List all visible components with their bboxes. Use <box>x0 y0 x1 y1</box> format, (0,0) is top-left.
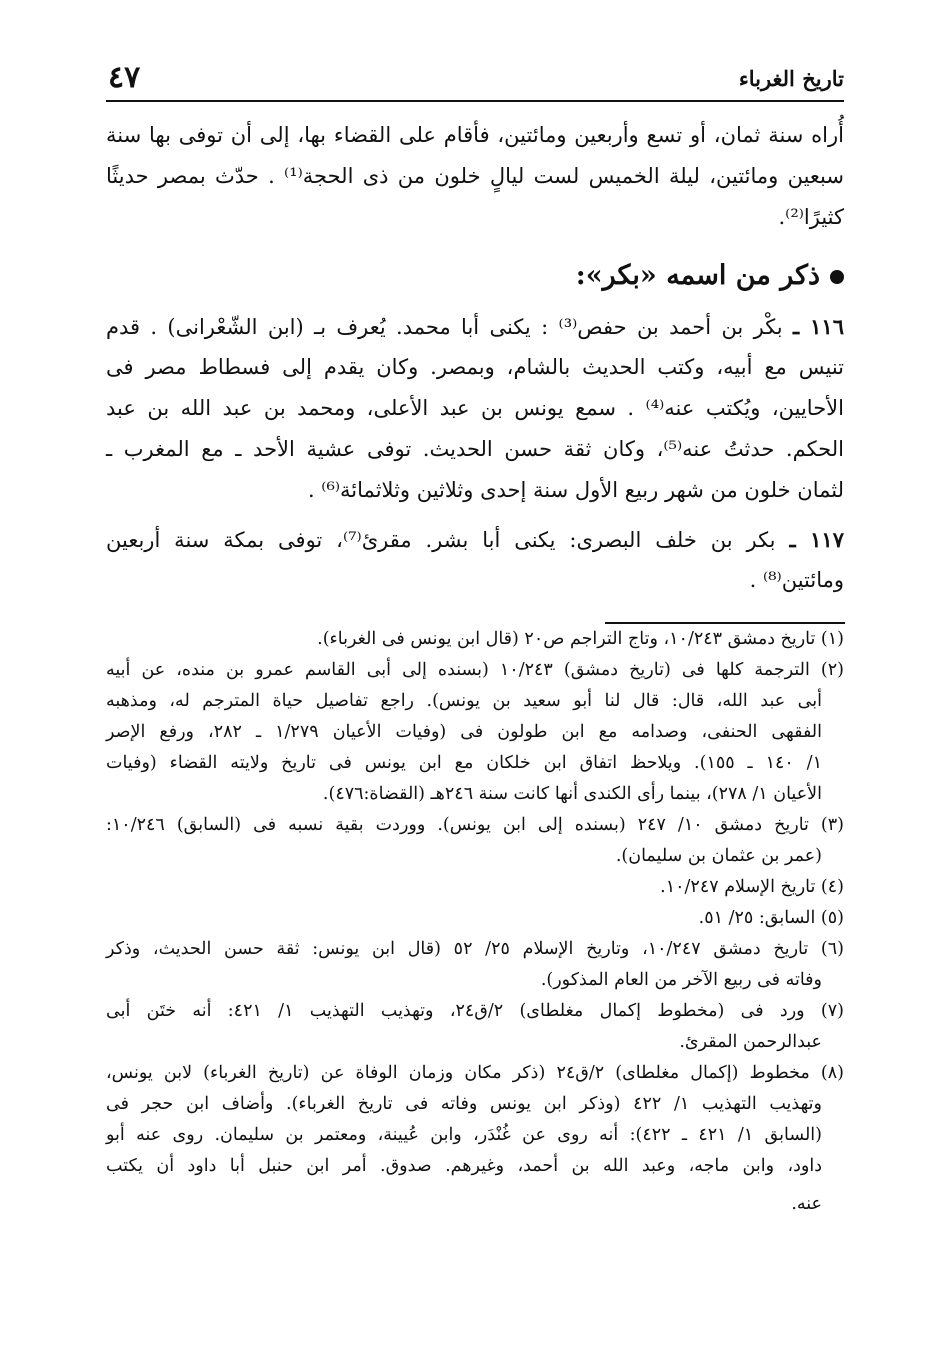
text-line: سبعين ومائتين، ليلة الخميس لست ليالٍ خلون من ذى الحجة⁽¹⁾ . حدّث بمصر حديثًا <box>106 164 844 188</box>
entry-text: بكر بن خلف البصرى: يكنى أبا بشر. مقرئ⁽⁷⁾، توفى بمكة سنة أربعين <box>106 528 776 552</box>
footnote-7: (٧) ورد فى (مخطوط إكمال مغلطاى) ٢/ق٢٤، وتهذيب التهذيب ١/ ٤٢١: أنه ختَن أبى <box>106 1001 844 1021</box>
text-line: الحكم. حدثتُ عنه⁽⁵⁾، وكان ثقة حسن الحديث. توفى عشية الأحد ـ مع المغرب ـ <box>106 437 844 461</box>
text-line: تنيس مع أبيه، وكتب الحديث بالشام، وبمصر. وكان يقدم إلى فسطاط مصر فى <box>106 355 844 379</box>
footnote-line: (السابق ١/ ٤٢١ ـ ٤٢٢): أنه روى عن غُنْدَر، وابن عُيينة، ومعتمر بن سليمان. روى عنه أبو <box>106 1125 822 1145</box>
entry-117 <box>106 519 844 601</box>
entry-number: ١١٧ ـ <box>789 527 844 552</box>
section-heading-text: ذكر من اسمه «بكر»: <box>575 260 820 291</box>
footnote-1: (١) تاريخ دمشق ١٠/٢٤٣، وتاج التراجم ص٢٠ (قال ابن يونس فى الغرباء). <box>317 629 844 649</box>
text-line: أُراه سنة ثمان، أو تسع وأربعين ومائتين، فأقام على القضاء بها، إلى أن توفى بها سنة <box>106 123 844 147</box>
footnote-line: (عمر بن عثمان بن سليمان). <box>615 846 822 866</box>
footnote-line: الفقهى الحنفى، وصدامه مع ابن طولون فى (وفيات الأعيان ١/٢٧٩ ـ ٢٨٢، ورفع الإصر <box>106 722 822 742</box>
footnote-5: (٥) السابق: ٢٥/ ٥١. <box>698 908 844 928</box>
footnote-line: عبدالرحمن المقرئ. <box>679 1032 822 1052</box>
footnote-line: داود، وابن ماجه، وعبد الله بن أحمد، وغيرهم. صدوق. أمر ابن حنبل أبا داود أن يكتب <box>106 1156 822 1176</box>
text-line <box>106 519 844 560</box>
bullet-icon <box>830 270 844 284</box>
running-title: تاريخ الغرباء <box>738 66 844 91</box>
entry-text: بكْر بن أحمد بن حفص⁽³⁾ : يكنى أبا محمد. يُعرف بـ (ابن الشّعْرانى) . قدم <box>106 315 783 339</box>
footnote-line: عنه. <box>791 1194 822 1214</box>
main-text <box>106 115 844 601</box>
footnote-line: وفاته فى ربيع الآخر من العام المذكور). <box>540 970 822 990</box>
text-line: ومائتين⁽⁸⁾ . <box>749 568 844 592</box>
text-line: لثمان خلون من شهر ربيع الأول سنة إحدى وثلاثين وثلاثمائة⁽⁶⁾ . <box>307 478 844 502</box>
text-line: الأحايين، ويُكتب عنه⁽⁴⁾ . سمع يونس بن عبد الأعلى، ومحمد بن عبد الله بن عبد <box>106 396 844 420</box>
footnote-8: (٨) مخطوط (إكمال مغلطاى) ٢/ق٢٤ (ذكر مكان وزمان الوفاة عن (تاريخ الغرباء) لابن يونس، <box>106 1063 844 1083</box>
text-line: كثيرًا⁽²⁾. <box>778 205 844 229</box>
footnote-3: (٣) تاريخ دمشق ١٠/ ٢٤٧ (بسنده إلى ابن يونس). ووردت بقية نسبه فى (السابق) ١٠/٢٤٦: <box>106 815 844 835</box>
footnote-2: (٢) الترجمة كلها فى (تاريخ دمشق) ١٠/٢٤٣ (بسنده إلى أبى القاسم عمرو بن منده، عن أبيه <box>106 660 844 680</box>
header-rule <box>106 100 844 102</box>
section-heading <box>106 238 844 306</box>
page-number: ٤٧ <box>108 60 141 95</box>
text-line <box>106 306 844 347</box>
footnote-line: وتهذيب التهذيب ١/ ٤٢٢ (وذكر ابن يونس وفاته فى تاريخ الغرباء). وأضاف ابن حجر فى <box>106 1094 822 1114</box>
footnote-4: (٤) تاريخ الإسلام ١٠/٢٤٧. <box>660 877 844 897</box>
footnotes <box>106 624 844 1226</box>
footnote-line: ١/ ١٤٠ ـ ١٥٥). ويلاحظ اتفاق ابن خلكان مع ابن يونس فى تاريخ ولايته القضاء (وفيات <box>106 753 822 773</box>
entry-number: ١١٦ ـ <box>793 314 844 339</box>
page-header <box>106 58 844 98</box>
entry-116 <box>106 306 844 511</box>
footnote-6: (٦) تاريخ دمشق ١٠/٢٤٧، وتاريخ الإسلام ٢٥/ ٥٢ (قال ابن يونس: ثقة حسن الحديث، وذكر <box>106 939 844 959</box>
footnote-line: الأعيان ١/ ٢٧٨)، بينما رأى الكندى أنها كانت سنة ٢٤٦هـ (القضاة:٤٧٦). <box>322 784 822 804</box>
footnote-line: أبى عبد الله، قال: قال لنا أبو سعيد بن يونس). راجع تفاصيل حياة المترجم له، ومذهبه <box>106 691 822 711</box>
